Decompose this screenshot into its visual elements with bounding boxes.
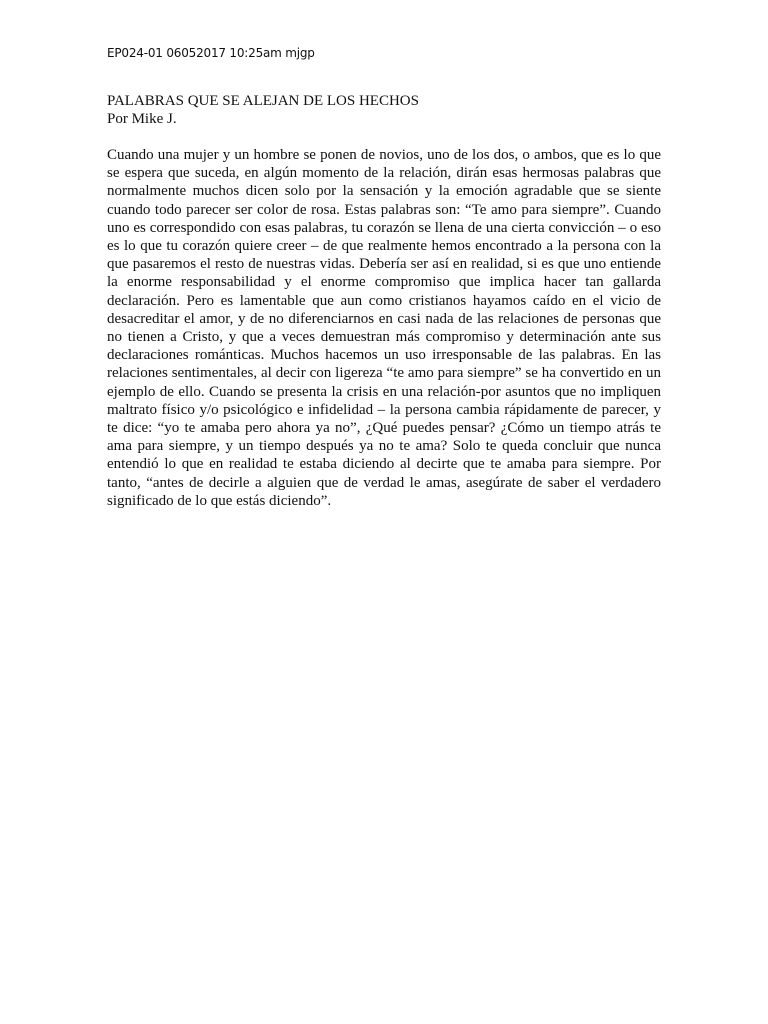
body-line: declaraciones románticas. Muchos hacemos un uso irresponsable de las palabras. En las <box>107 347 661 364</box>
body-line: no tienen a Cristo, y que a veces demuestran más compromiso y determinación ante sus <box>107 329 661 346</box>
article-byline: Por Mike J. <box>107 111 177 127</box>
body-line: normalmente muchos dicen solo por la sensación y la emoción agradable que se siente <box>107 183 661 200</box>
body-line: uno es correspondido con esas palabras, tu corazón se llena de una cierta convicción – o eso <box>107 219 661 236</box>
body-line: significado de lo que estás diciendo”. <box>107 492 332 509</box>
body-line: Cuando una mujer y un hombre se ponen de novios, uno de los dos, o ambos, que es lo que <box>107 147 661 163</box>
body-line: se espera que suceda, en algún momento de la relación, dirán esas hermosas palabras que <box>107 165 661 182</box>
body-line: cuando todo parecer ser color de rosa. Estas palabras son: “Te amo para siempre”. Cuando <box>107 201 661 218</box>
body-line: que pasaremos el resto de nuestras vidas. Debería ser así en realidad, si es que uno entiende <box>107 256 661 273</box>
body-line: es lo que tu corazón quiere creer – de que realmente hemos encontrado a la persona con la <box>107 238 661 255</box>
article-title: PALABRAS QUE SE ALEJAN DE LOS HECHOS <box>107 93 419 109</box>
article-body <box>107 146 661 510</box>
body-line: tanto, “antes de decirle a alguien que de verdad le amas, asegúrate de saber el verdadero <box>107 474 661 491</box>
body-line: relaciones sentimentales, al decir con ligereza “te amo para siempre” se ha convertido en un <box>107 365 661 382</box>
body-line: maltrato físico y/o psicológico e infidelidad – la persona cambia rápidamente de parecer, y <box>107 401 661 418</box>
body-line: ejemplo de ello. Cuando se presenta la crisis en una relación-por asuntos que no impliquen <box>107 383 661 400</box>
document-stamp: EP024-01 06052017 10:25am mjgp <box>107 46 315 60</box>
body-line: entendió lo que en realidad te estaba diciendo al decirte que te amaba para siempre. Por <box>107 456 661 473</box>
body-line: ama para siempre, y un tiempo después ya no te ama? Solo te queda concluir que nunca <box>107 438 661 455</box>
body-line: declaración. Pero es lamentable que aun como cristianos hayamos caído en el vicio de <box>107 292 661 309</box>
body-line: te dice: “yo te amaba pero ahora ya no”, ¿Qué puedes pensar? ¿Cómo un tiempo atrás te <box>107 420 661 437</box>
body-line: la enorme responsabilidad y el enorme compromiso que implica hacer tan gallarda <box>107 274 661 291</box>
body-line: desacreditar el amor, y de no diferenciarnos en casi nada de las relaciones de personas que <box>107 310 661 327</box>
